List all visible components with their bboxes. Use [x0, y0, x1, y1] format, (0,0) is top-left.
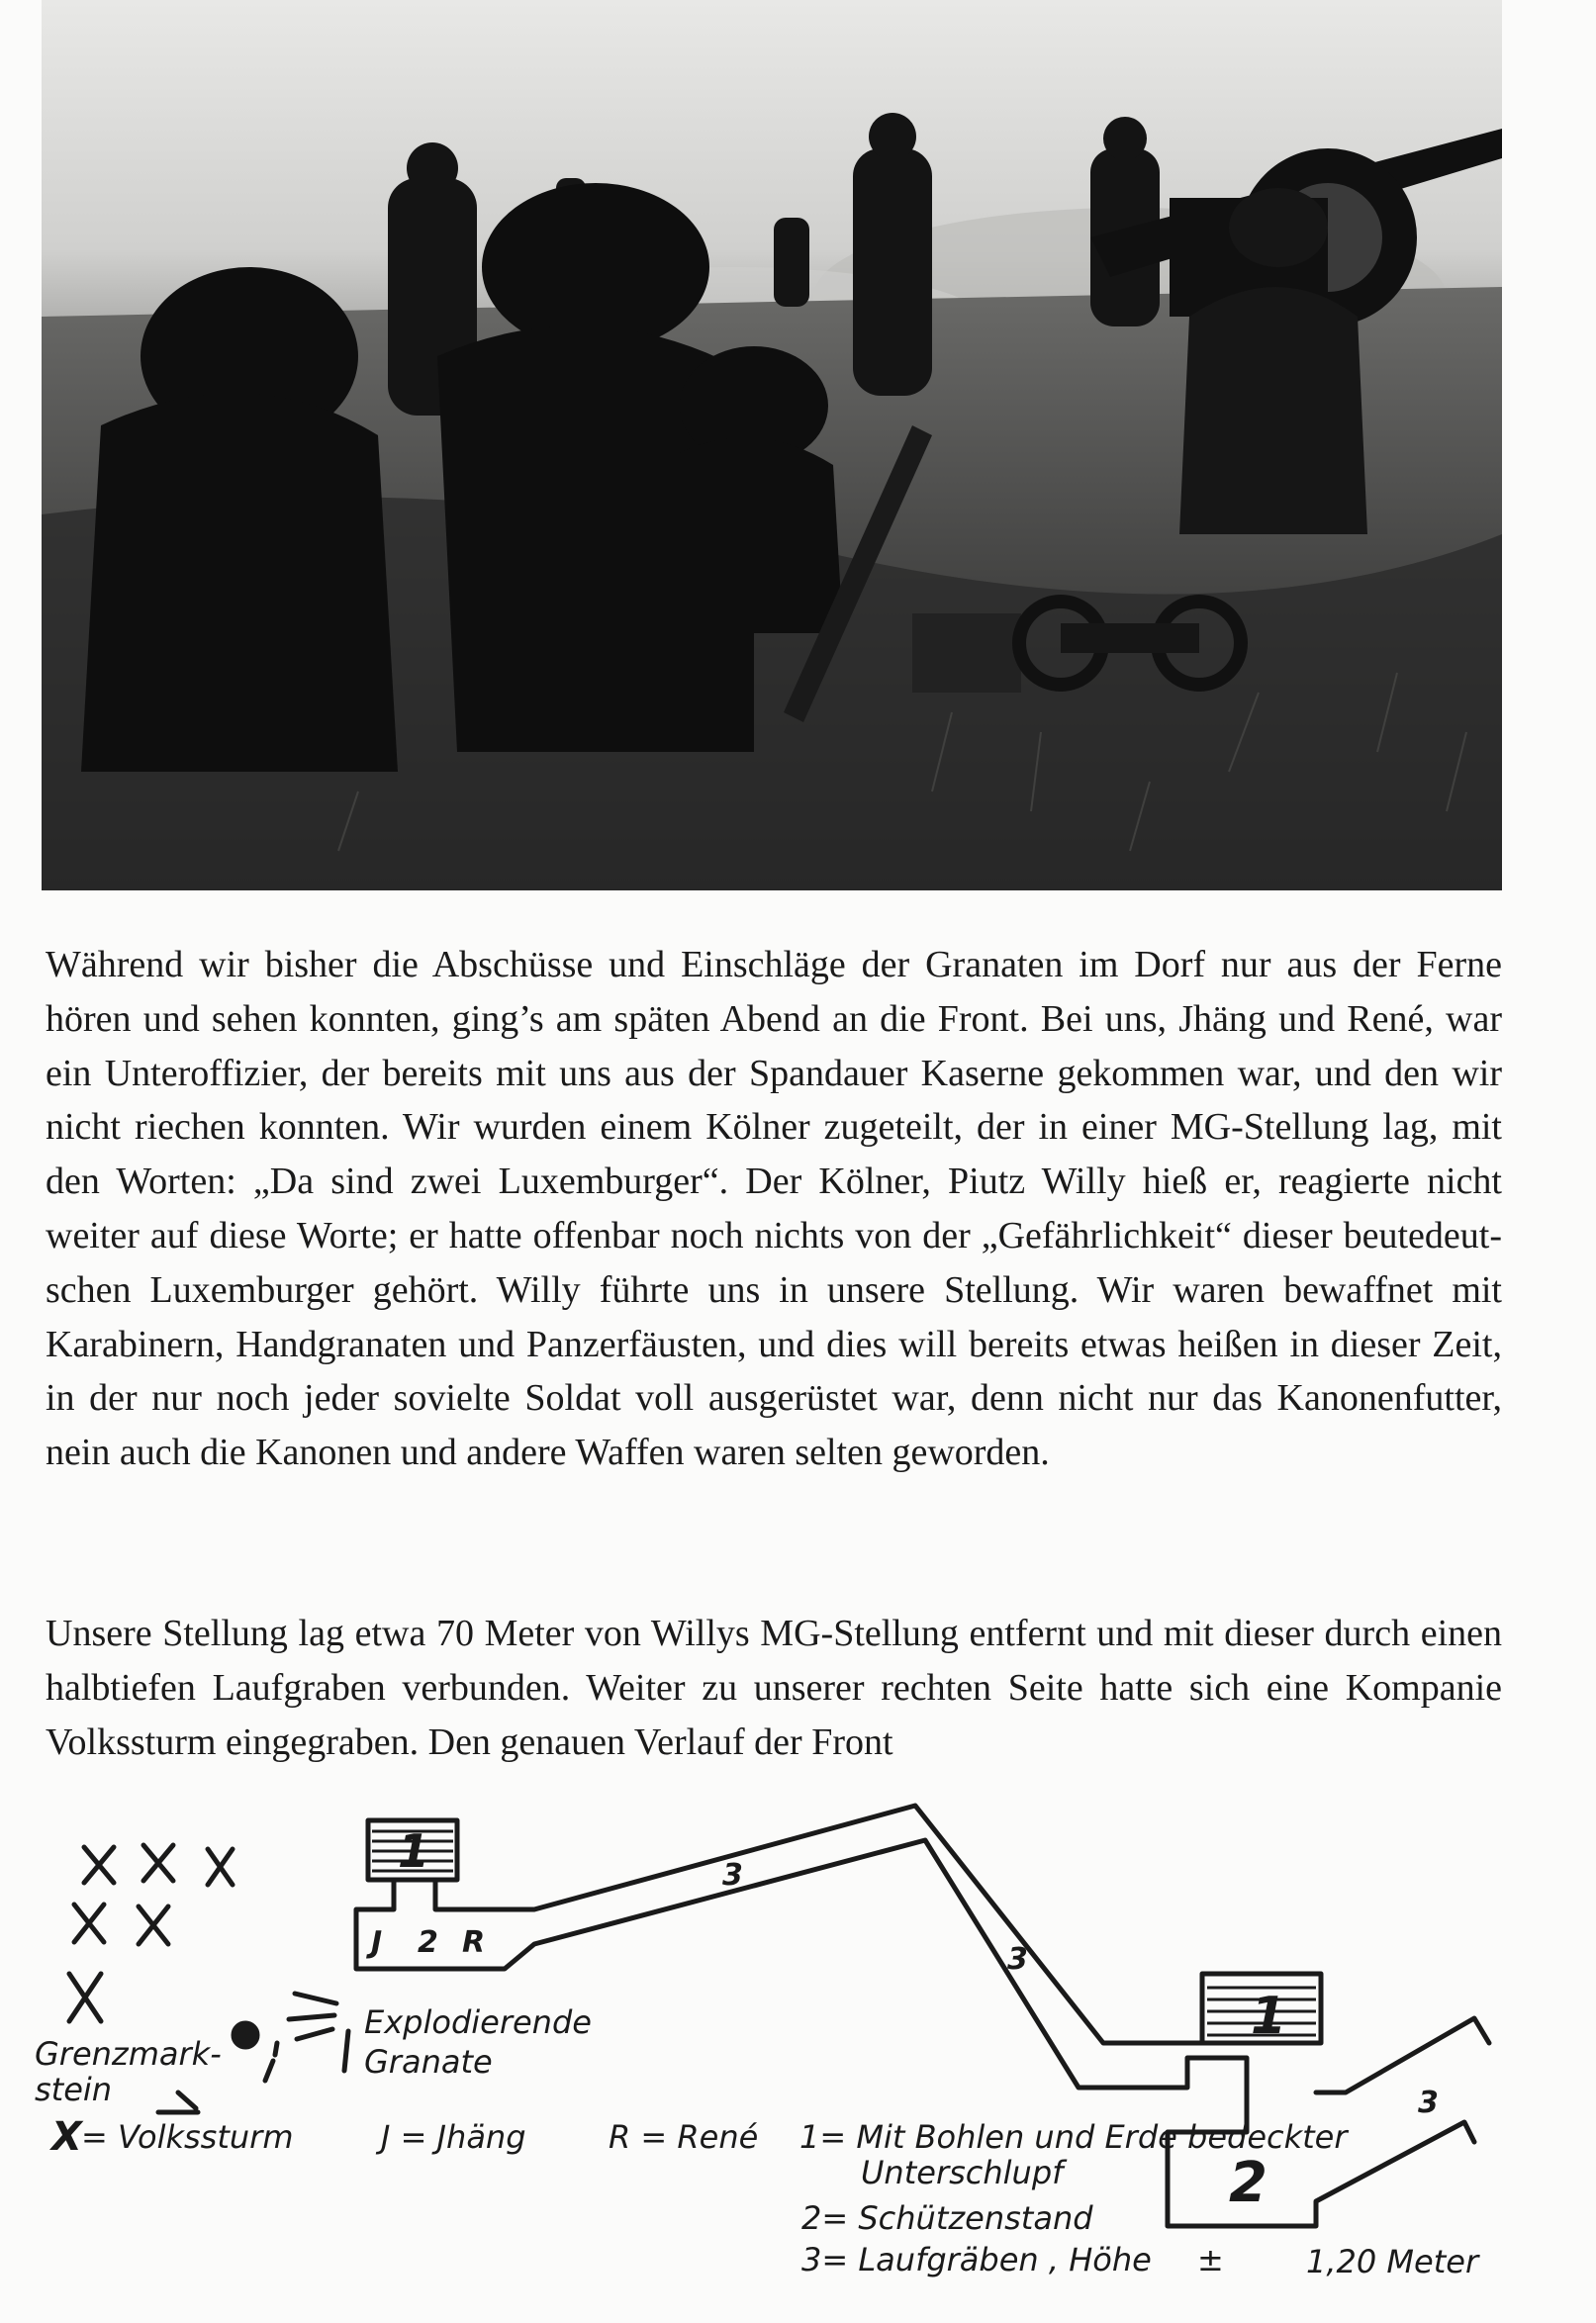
trench-sketch-drawing: [30, 1796, 1573, 2315]
legend-rene: R = René: [609, 2118, 759, 2156]
legend-item-1-line1: 1= Mit Bohlen und Erde bedeckter: [799, 2118, 1348, 2156]
trench-number-1: 3: [722, 1858, 743, 1893]
explosion-rays-icon: [289, 1994, 348, 2071]
paragraph-2: Unsere Stellung lag etwa 70 Meter von Willys MG-Stellung entfernt und mit dieser durch einen halbtiefen Laufgraben verbunden. Weiter zu unserer rechten Seite hatte sich eine Kompanie Volkssturm eingegraben. Den genauen Verlauf der Front: [46, 1613, 1502, 1763]
volkssturm-x-marks: [69, 1845, 233, 2021]
trench-right-edge: [1316, 2018, 1489, 2092]
trench-sketch: [30, 1796, 1573, 2315]
legend-plus-minus: ±: [1197, 2241, 1224, 2278]
legend-item-1-line2: Unterschlupf: [861, 2154, 1064, 2191]
legend-x-symbol: X: [51, 2114, 82, 2160]
legend-item-2: 2= Schützenstand: [801, 2199, 1093, 2237]
marker-label-line1: Grenzmark-: [35, 2035, 222, 2073]
legend-item-3-value: 1,20 Meter: [1306, 2243, 1479, 2280]
arrow-icon: [158, 2092, 198, 2112]
grenade-fragments-icon: [265, 2043, 277, 2081]
explosion-label-line2: Granate: [364, 2043, 493, 2081]
legend-item-3: 3= Laufgräben , Höhe: [801, 2241, 1152, 2278]
position-letter-r: R: [462, 1925, 486, 1960]
stand-number: 2: [1229, 2151, 1267, 2215]
trench-number-3: 3: [1418, 2086, 1439, 2120]
legend-jhaeng: J = Jhäng: [381, 2118, 526, 2156]
position-letter-j: J: [371, 1925, 383, 1960]
legend-volkssturm: = Volkssturm: [81, 2118, 294, 2156]
boundary-stone-marker: [234, 2023, 257, 2047]
bunker-number-left: 1: [398, 1824, 430, 1878]
position-number-2: 2: [418, 1925, 438, 1960]
bunker-number-right: 1: [1251, 1987, 1287, 2046]
war-photograph: [42, 0, 1502, 890]
explosion-label-line1: Explodierende: [364, 2003, 592, 2041]
trench-number-2: 3: [1007, 1942, 1028, 1977]
photograph-image: [42, 0, 1502, 890]
paragraph-1: Während wir bisher die Abschüsse und Einschläge der Granaten im Dorf nur aus der Ferne hören und sehen konnten, ging’s am späten Abend an die Front. Bei uns, Jhäng und René, war ein Unteroffizier, der bereits mit uns aus der Spandauer Kaserne gekommen war, und den wir nicht riechen konnten. Wir wurden einem Kölner zugeteilt, der in einer MG-Stellung lag, mit den Worten: „Da sind zwei Luxemburger“. Der Kölner, Piutz Willy hieß er, reagierte nicht weiter auf diese Worte; er hatte offenbar noch nichts von der „Gefährlichkeit“ dieser beutedeutschen Luxemburger gehört. Willy führte uns in unsere Stellung. Wir waren bewaffnet mit Karabinern, Handgranaten und Panzerfäusten, und dies will bereits etwas heißen in dieser Zeit, in der nur noch jeder sovielte Soldat voll ausgerüstet war, denn nicht nur das Kanonenfutter, nein auch die Kanonen und andere Waffen waren selten geworden.: [46, 944, 1502, 1474]
marker-label-line2: stein: [35, 2071, 113, 2108]
